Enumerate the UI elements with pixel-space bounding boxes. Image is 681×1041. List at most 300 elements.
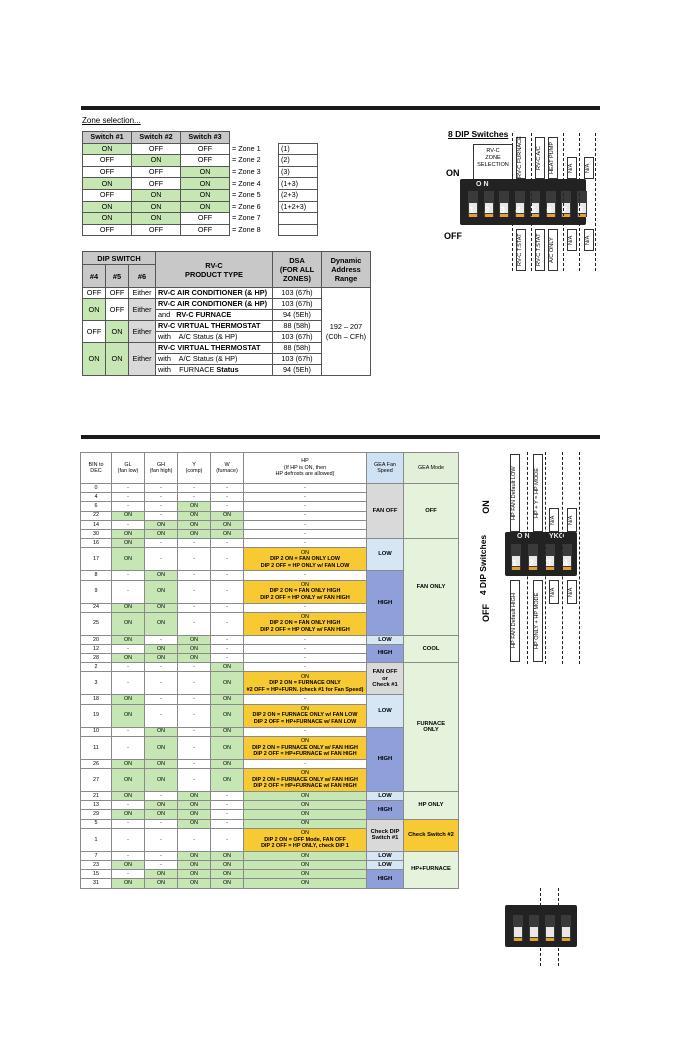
dip4-top-label-na1: N/A [549,508,559,532]
cell-w: - [211,580,244,603]
cell-w: ON [211,759,244,768]
dip4-body-on: ON [517,533,532,540]
cell-y: - [178,704,211,727]
zone-switch-cell: ON [181,178,230,190]
zone-switch-cell: ON [132,189,181,201]
mode-label: OFF [425,507,437,514]
r1-dip6: Either [129,288,156,299]
zone-table-body [83,143,318,236]
cell-dec: 8 [81,571,112,580]
hp-header-3: HP defrosts are allowed) [275,471,335,478]
dip4-top-label-na2: N/A [567,508,577,532]
cell-gl: - [112,736,145,759]
dip-switch-toggle[interactable] [545,544,555,570]
dip-switch-toggle[interactable] [513,915,523,941]
table-row [81,851,459,860]
hp-line: ON [300,673,310,680]
cell-hp [244,736,367,759]
lower-divider-1 [540,888,541,966]
dip4-off-label: OFF [481,604,491,622]
cell-w: - [211,502,244,511]
cell-dec: 7 [81,851,112,860]
r4-product-2: with A/C Status (& HP) [156,354,273,365]
hp-line: #2 OFF = HP+FURN. (check #1 for Fan Speed) [246,686,364,693]
cell-mode-group [404,663,459,792]
zone-switch-cell: ON [83,178,132,190]
hp-line: - [304,484,306,491]
cell-dec: 21 [81,792,112,801]
dip4-divider-2 [545,452,546,664]
cell-hp [244,484,367,493]
hp-line: - [304,654,306,661]
cell-dec: 27 [81,769,112,792]
cell-y: ON [178,879,211,888]
dsa-header-line3: ZONES) [283,274,311,283]
zone-combo-cell: (1+2+3) [279,201,318,213]
table-row [81,819,459,828]
hp-line: DIP 2 OFF = HP+FURNACE w/ FAN LOW [253,718,357,725]
zone-combo-cell: (1+3) [279,178,318,190]
cell-fan-group [367,792,404,801]
cell-hp [244,571,367,580]
dip-switch-toggle[interactable] [484,191,494,217]
r2-dip4: ON [83,299,106,321]
dip8-bottom-label-na2: N/A [584,229,594,251]
cell-gl: - [112,870,145,879]
r2-product-2 [156,310,273,321]
cell-fan-group [367,484,404,539]
table-row [81,792,459,801]
cell-y: - [178,672,211,695]
cell-dec: 2 [81,663,112,672]
r4-dip4: ON [83,343,106,376]
dip-switch-toggle[interactable] [546,191,556,217]
cell-dec: 13 [81,801,112,810]
cell-dec: 12 [81,644,112,653]
cell-y: ON [178,810,211,819]
dip8-top-label-heatpump: HEAT PUMP [548,137,558,179]
switch-tip [514,938,522,941]
zone-switch-cell: ON [132,201,181,213]
dip4-divider-4 [579,452,580,664]
dip8-body-on: ON [476,181,491,188]
cell-w: - [211,484,244,493]
range-line1: 192 – 207 [329,321,363,331]
cell-y: - [178,759,211,768]
cell-w: - [211,603,244,612]
dip-switch-toggle[interactable] [562,544,572,570]
hp-line: DIP 2 ON = FURNACE ONLY [269,680,341,687]
zone-switch-cell: ON [181,201,230,213]
dip-switch-toggle[interactable] [511,544,521,570]
cell-gh: - [145,695,178,704]
switch-knob [546,927,554,937]
cell-dec: 20 [81,635,112,644]
hp-line: ON [300,738,310,745]
col-y-header [178,453,211,484]
dyn-header-line1: Dynamic [330,256,362,265]
cell-fan-group [367,539,404,571]
zone-combo-cell: (3) [279,166,318,178]
zone-combo-cell [279,213,318,225]
cell-y: ON [178,511,211,520]
cell-dec: 24 [81,603,112,612]
cell-dec: 28 [81,654,112,663]
zone-row [83,178,318,190]
dip-switch-toggle[interactable] [577,191,587,217]
table-row [81,801,459,810]
fan-header-2: Speed [377,468,393,474]
thermostat-mode-table [80,452,459,889]
cell-gl: - [112,672,145,695]
rvc-header-line2: PRODUCT TYPE [185,269,243,279]
table-row [81,860,459,869]
hp-line: DIP 2 OFF = HP+FURNACE w/ FAN HIGH [253,751,357,758]
mode-label: FAN ONLY [416,583,446,590]
lower-divider-2 [558,888,559,966]
cell-dec: 31 [81,879,112,888]
cell-dec: 29 [81,810,112,819]
cell-y: ON [178,870,211,879]
y-header-1: Y [192,461,196,468]
cell-hp [244,672,367,695]
cell-dec: 4 [81,493,112,502]
cell-gh: ON [145,759,178,768]
zone-name-cell: = Zone 1 [230,143,279,155]
cell-mode-group [404,484,459,539]
cell-gl: ON [112,810,145,819]
rvc-header-line1: RV-C [205,260,223,270]
cell-dec: 6 [81,502,112,511]
cell-y: - [178,539,211,548]
mode-label: HP ONLY [418,802,444,809]
hp-line: - [304,572,306,579]
hp-line: ON [300,820,310,827]
r2-product-1: RV-C AIR CONDITIONER (& HP) [156,299,273,310]
cell-w: - [211,493,244,502]
cell-w: ON [211,727,244,736]
hp-line: DIP 2 ON = OFF Mode, FAN OFF [264,836,346,843]
fan-label: HIGH [377,650,393,657]
dip-switch-toggle[interactable] [528,544,538,570]
cell-hp [244,603,367,612]
cell-hp [244,529,367,538]
cell-dec: 25 [81,612,112,635]
cell-w: ON [211,769,244,792]
r1-product: RV-C AIR CONDITIONER (& HP) [156,288,273,299]
cell-gl: ON [112,603,145,612]
fan-label: HIGH [377,875,393,882]
zone-header-switch1: Switch #1 [83,132,132,144]
switch-number: 4 [515,205,521,215]
fan-label: LOW [378,551,392,558]
cell-gh: - [145,548,178,571]
switch-number: 1 [469,205,475,215]
switch-tip [562,938,570,941]
r4-dsa-2: 103 (67h) [273,354,322,365]
mode-label: Check Switch #2 [408,831,454,838]
hp-line: ON [300,861,310,868]
zone-switch-cell: OFF [132,224,181,236]
cell-hp [244,851,367,860]
cell-gl: - [112,493,145,502]
cell-gl: ON [112,548,145,571]
cell-y: ON [178,654,211,663]
cell-hp [244,612,367,635]
zone-combo-cell: (2) [279,155,318,167]
dip8-top-label-na1: N/A [567,157,577,179]
switch-knob [562,927,570,937]
cell-dec: 0 [81,484,112,493]
zone-switch-cell: OFF [181,155,230,167]
cell-gh: - [145,672,178,695]
cell-fan-group [367,727,404,791]
table-row [81,870,459,879]
cell-gh: ON [145,612,178,635]
cell-hp [244,769,367,792]
cell-gh: ON [145,736,178,759]
cell-dec: 16 [81,539,112,548]
cell-gh: ON [145,870,178,879]
table-row [81,727,459,736]
cell-gl: ON [112,695,145,704]
dip-switch-toggle[interactable] [561,915,571,941]
w-header-1: W [224,461,230,468]
cell-y: ON [178,635,211,644]
hp-line: - [304,521,306,528]
hp-line: DIP 2 OFF = HP ONLY w/ FAN HIGH [260,626,350,633]
cell-w: - [211,801,244,810]
r4-dip6: Either [129,343,156,376]
cell-fan-group [367,870,404,888]
hp-line: ON [300,613,310,620]
table-row [81,663,459,672]
cell-y: ON [178,520,211,529]
cell-gh: - [145,663,178,672]
cell-y: - [178,769,211,792]
zone-row [83,213,318,225]
cell-dec: 30 [81,529,112,538]
cell-w: ON [211,695,244,704]
switch-number: 5 [531,205,537,215]
cell-gh: ON [145,571,178,580]
zone-switch-cell: OFF [83,224,132,236]
cell-w: ON [211,879,244,888]
zone-switch-cell: OFF [132,166,181,178]
dip-switch-header: DIP SWITCH [83,252,156,265]
cell-y: ON [178,529,211,538]
cell-hp [244,819,367,828]
zone-selection-table [82,131,318,236]
dip4-on-label: ON [480,500,491,514]
r3-dsa-1: 88 (58h) [273,321,322,332]
dip8-bottom-label-tstat1: RV-C T.STAT [516,229,526,271]
cell-gl: - [112,580,145,603]
cell-gh: - [145,635,178,644]
cell-mode-group [404,819,459,851]
cell-dec: 19 [81,704,112,727]
cell-gh: - [145,539,178,548]
dip8-divider-3 [563,133,564,271]
w-header-2: (furnace) [216,468,238,474]
dip4-divider-3 [562,452,563,664]
cell-y: ON [178,644,211,653]
cell-y: ON [178,502,211,511]
zone-row [83,155,318,167]
rvc-product-header [156,252,273,288]
dyn-header-line2: Address [331,265,361,274]
r1-dip5: OFF [106,288,129,299]
cell-w: ON [211,663,244,672]
col-w-header [211,453,244,484]
cell-gl: - [112,819,145,828]
zone-row [83,189,318,201]
cell-hp [244,810,367,819]
cell-gl: ON [112,704,145,727]
dip8-top-label-na2: N/A [584,157,594,179]
r4-status: Status [216,365,239,374]
dip-switch-toggle[interactable] [545,915,555,941]
cell-w: ON [211,704,244,727]
dip4-diagram [478,450,603,670]
zone-switch-cell: OFF [132,178,181,190]
dip4-divider-1 [527,452,528,664]
fan-label: LOW [378,861,392,868]
zone-name-cell: = Zone 3 [230,166,279,178]
dip-switch-toggle[interactable] [499,191,509,217]
fan-label: FAN OFF [372,507,398,514]
r2-dsa-2: 94 (5Eh) [273,310,322,321]
dip-switch-toggle[interactable] [468,191,478,217]
cell-w: ON [211,529,244,538]
hp-line: - [304,645,306,652]
dip4-bottom-label-fanhigh: HP FAN Default HIGH [510,580,520,662]
cell-gl: ON [112,879,145,888]
cell-y: - [178,695,211,704]
bin-header-2: DEC [90,468,102,474]
bin-header-1: BIN to [88,461,104,468]
cell-gh: - [145,493,178,502]
switch-number: 1 [512,558,518,568]
cell-hp [244,539,367,548]
cell-gh: ON [145,654,178,663]
cell-fan-group [367,801,404,819]
cell-hp [244,727,367,736]
table-row [81,695,459,704]
dip8-off-label: OFF [444,231,462,241]
dip4-bottom-label-na1: N/A [549,580,559,604]
cell-mode-group [404,792,459,820]
hp-line: ON [300,802,310,809]
cell-hp [244,493,367,502]
cell-w: - [211,792,244,801]
cell-w: - [211,828,244,851]
hp-line: ON [300,581,310,588]
dip-switch-toggle[interactable] [529,915,539,941]
cell-w: - [211,539,244,548]
cell-gl: - [112,502,145,511]
cell-gh: - [145,828,178,851]
switch-number: 4 [563,558,569,568]
dsa-header-line2: (FOR ALL [279,265,315,274]
cell-gh: - [145,792,178,801]
hp-line: ON [300,830,310,836]
switch-number: 2 [484,205,490,215]
fan-label: HIGH [377,599,393,606]
zone-switch-cell: OFF [181,224,230,236]
cell-w: - [211,571,244,580]
zone-switch-cell: OFF [83,155,132,167]
cell-y: ON [178,819,211,828]
fan-label: HIGH [377,756,393,763]
cell-gl: - [112,484,145,493]
r1-dsa: 103 (67h) [273,288,322,299]
r4-dip5: ON [106,343,129,376]
fan-label: or [382,675,388,682]
cell-hp [244,879,367,888]
hp-line: ON [300,852,310,859]
cell-dec: 9 [81,580,112,603]
r2-dip6: Either [129,299,156,321]
r4-with-furnace: with FURNACE [158,365,215,374]
dip-switch-toggle[interactable] [515,191,525,217]
cell-gh: ON [145,801,178,810]
cell-hp [244,520,367,529]
zone-row [83,166,318,178]
r1-dip4: OFF [83,288,106,299]
cell-fan-group [367,571,404,635]
cell-fan-group [367,644,404,662]
cell-gh: ON [145,879,178,888]
cell-w: ON [211,870,244,879]
dip8-title: 8 DIP Switches [448,129,509,139]
cell-y: - [178,603,211,612]
zone-switch-cell: OFF [83,189,132,201]
zone-name-cell: = Zone 2 [230,155,279,167]
zone-name-cell: = Zone 6 [230,201,279,213]
hp-line: - [304,512,306,519]
fan-label: Check DIP [370,828,400,835]
cell-gl: - [112,663,145,672]
cell-w: ON [211,851,244,860]
cell-w: - [211,612,244,635]
dip4-header: #4 [83,265,106,288]
cell-mode-group [404,851,459,888]
cell-gl: ON [112,539,145,548]
dip8-on-label: ON [446,168,460,178]
dip8-diagram [440,125,610,275]
cell-gh: - [145,484,178,493]
hp-line: ON [300,705,310,712]
cell-hp [244,548,367,571]
hp-line: DIP 2 ON = FAN ONLY HIGH [269,588,341,595]
switch-number: 2 [529,558,535,568]
cell-gh: ON [145,644,178,653]
cell-dec: 18 [81,695,112,704]
cell-gl: ON [112,635,145,644]
gl-header-2: (fan low) [117,468,139,474]
dyn-header-line3: Range [334,274,358,283]
cell-w: - [211,810,244,819]
table-row [81,571,459,580]
cell-gl: - [112,727,145,736]
cell-fan-group [367,695,404,727]
zone-switch-cell: OFF [132,143,181,155]
hp-line: ON [300,792,310,799]
cell-gh: - [145,819,178,828]
cell-dec: 23 [81,860,112,869]
cell-gl: ON [112,769,145,792]
